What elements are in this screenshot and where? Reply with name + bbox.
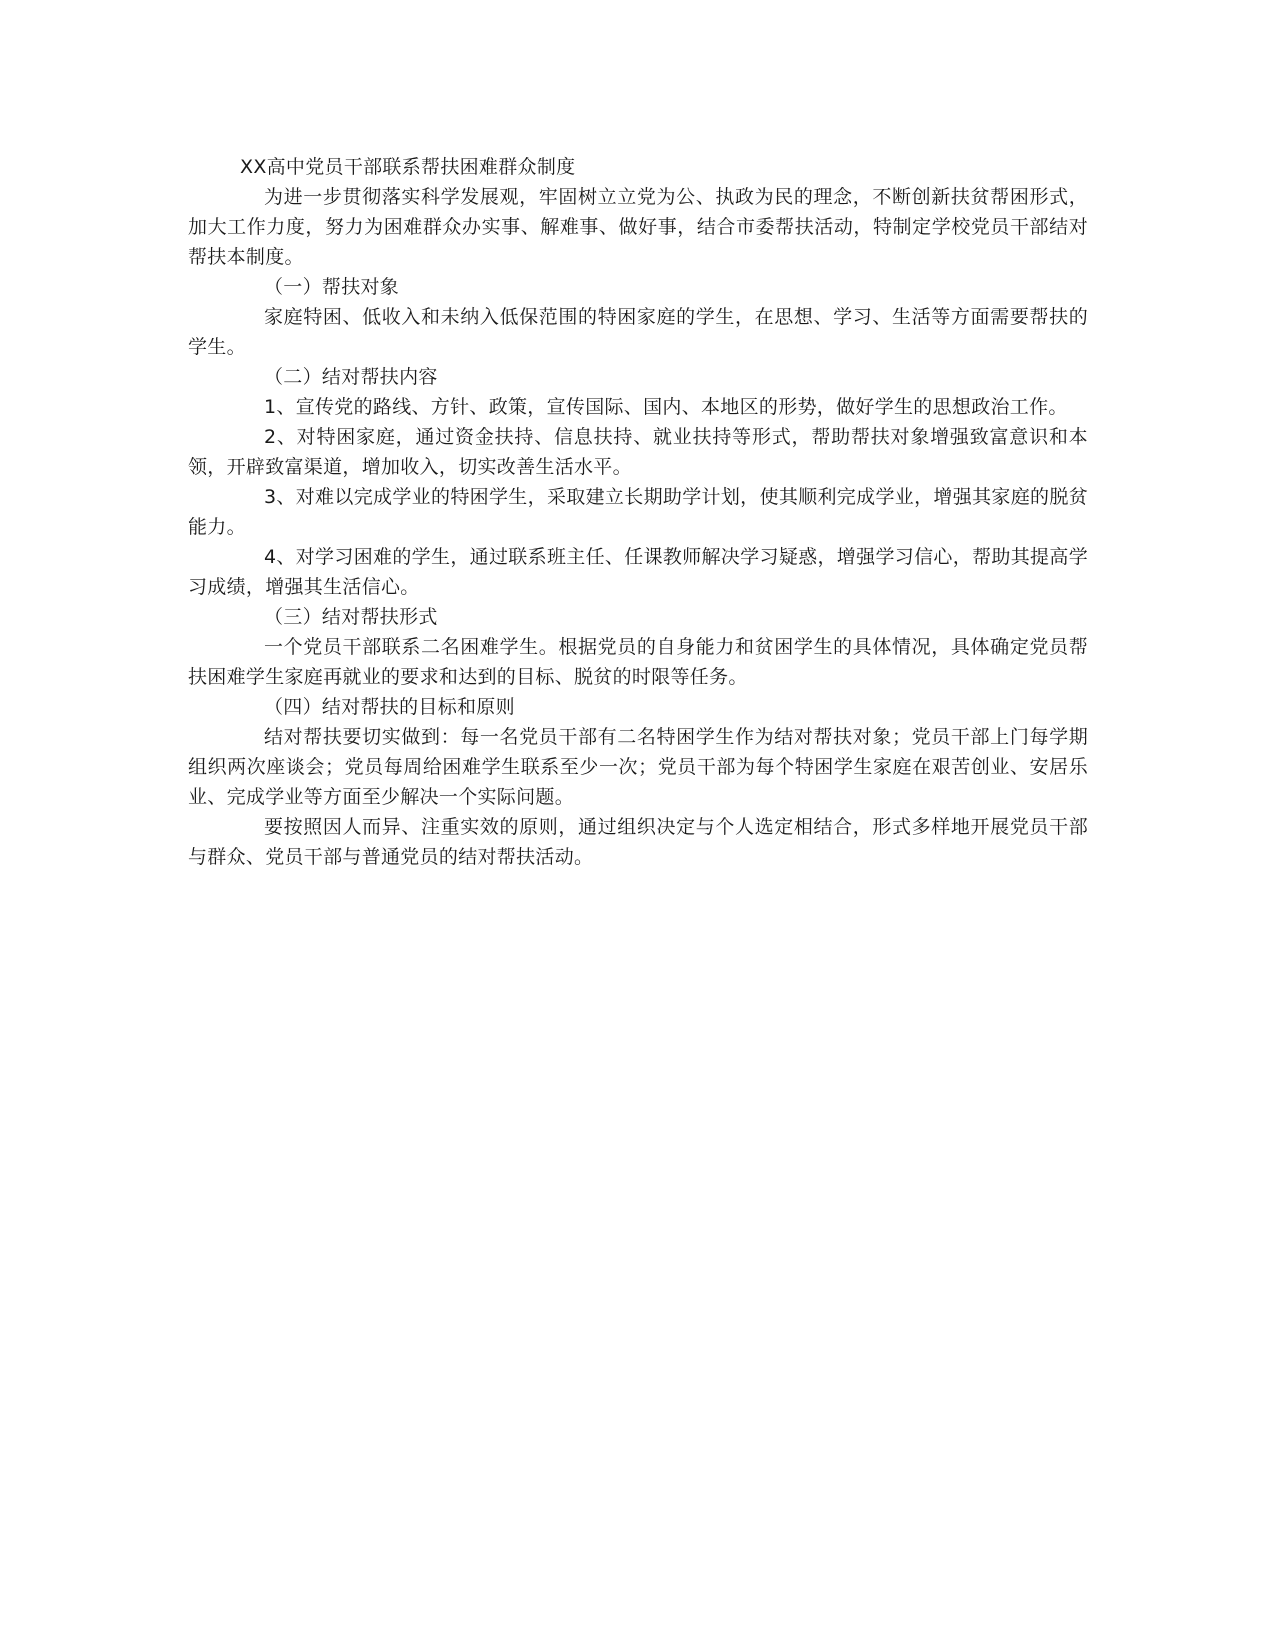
- intro-paragraph: 为进一步贯彻落实科学发展观，牢固树立立党为公、执政为民的理念，不断创新扶贫帮困形式，加大工作力度，努力为困难群众办实事、解难事、做好事，结合市委帮扶活动，特制定学校党员干部结对帮扶本制度。: [188, 186, 1088, 268]
- section-heading-4: （四）结对帮扶的目标和原则: [264, 696, 515, 718]
- section-4-paragraph-1: 结对帮扶要切实做到：每一名党员干部有二名特困学生作为结对帮扶对象；党员干部上门每学期组织两次座谈会；党员每周给困难学生联系至少一次；党员干部为每个特困学生家庭在艰苦创业、安居乐业、完成学业等方面至少解决一个实际问题。: [188, 726, 1088, 808]
- section-2-paragraph-2: 2、对特困家庭，通过资金扶持、信息扶持、就业扶持等形式，帮助帮扶对象增强致富意识和本领，开辟致富渠道，增加收入，切实改善生活水平。: [188, 426, 1088, 478]
- section-4-paragraph-2: 要按照因人而异、注重实效的原则，通过组织决定与个人选定相结合，形式多样地开展党员干部与群众、党员干部与普通党员的结对帮扶活动。: [188, 816, 1088, 868]
- document-title: XX高中党员干部联系帮扶困难群众制度: [240, 156, 576, 178]
- section-1-paragraph-1: 家庭特困、低收入和未纳入低保范围的特困家庭的学生，在思想、学习、生活等方面需要帮扶的学生。: [188, 306, 1088, 358]
- section-heading-1: （一）帮扶对象: [264, 276, 400, 298]
- section-heading-2: （二）结对帮扶内容: [264, 366, 438, 388]
- section-heading-3: （三）结对帮扶形式: [264, 606, 438, 628]
- section-2-paragraph-4: 4、对学习困难的学生，通过联系班主任、任课教师解决学习疑惑，增强学习信心，帮助其提高学习成绩，增强其生活信心。: [188, 546, 1088, 598]
- section-2-paragraph-1: 1、宣传党的路线、方针、政策，宣传国际、国内、本地区的形势，做好学生的思想政治工作。: [264, 396, 1068, 418]
- section-2-paragraph-3: 3、对难以完成学业的特困学生，采取建立长期助学计划，使其顺利完成学业，增强其家庭的脱贫能力。: [188, 486, 1088, 538]
- section-3-paragraph-1: 一个党员干部联系二名困难学生。根据党员的自身能力和贫困学生的具体情况，具体确定党员帮扶困难学生家庭再就业的要求和达到的目标、脱贫的时限等任务。: [188, 636, 1088, 688]
- document-body: [188, 152, 1088, 872]
